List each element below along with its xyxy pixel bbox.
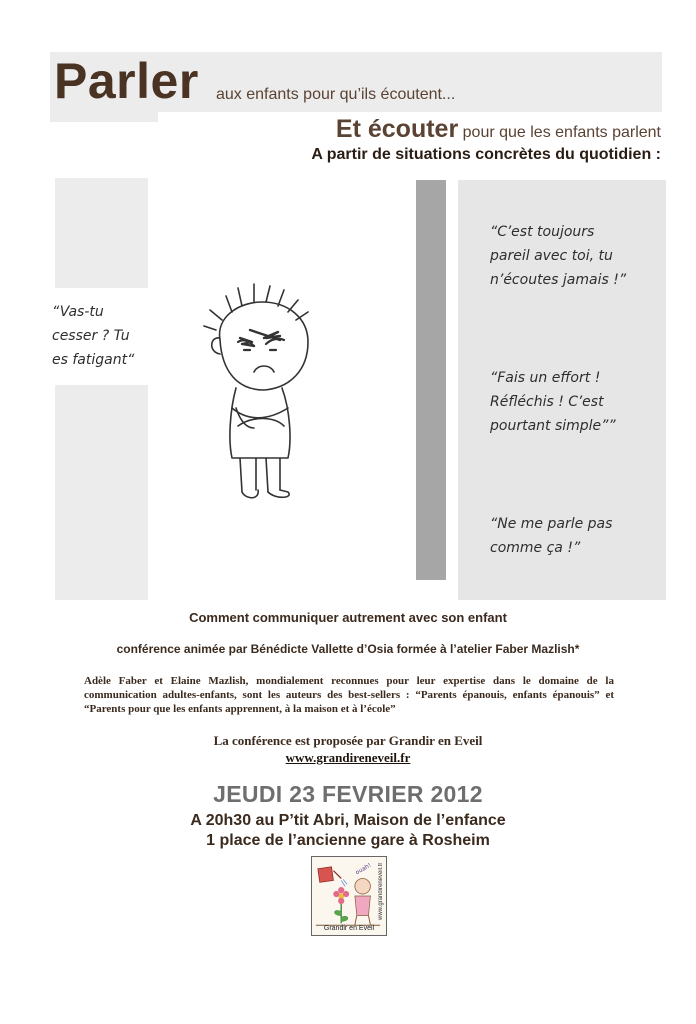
intro-line: A partir de situations concrètes du quotidien : bbox=[311, 146, 661, 163]
subtitle bbox=[336, 115, 661, 144]
vertical-divider-bar bbox=[416, 180, 446, 580]
quote-left: “Vas-tu cesser ? Tu es fatigant“ bbox=[52, 304, 135, 368]
logo-vertical-url: www.grandireneveil.fr bbox=[378, 862, 384, 920]
left-panel-top bbox=[55, 178, 148, 288]
subtitle-big: Et écouter bbox=[335, 115, 459, 143]
quote-right-2: “Fais un effort ! Réfléchis ! C’est pourtant simple”” bbox=[490, 370, 616, 434]
header-band-notch bbox=[50, 112, 158, 122]
event-location-1: A 20h30 au P’tit Abri, Maison de l’enfance bbox=[190, 812, 506, 829]
page-title: Parler bbox=[54, 53, 199, 109]
quote-right-1: “C’est toujours pareil avec toi, tu n’écoutes jamais !” bbox=[490, 224, 627, 288]
website-link[interactable]: www.grandireneveil.fr bbox=[285, 750, 411, 765]
left-panel-bottom bbox=[55, 385, 148, 600]
conference-line: conférence animée par Bénédicte Vallette d’Osia formée à l’atelier Faber Mazlish* bbox=[116, 642, 580, 656]
logo-speech: ouah! bbox=[354, 862, 373, 877]
page-title-suffix: aux enfants pour qu’ils écoutent... bbox=[216, 86, 456, 103]
event-date: JEUDI 23 FEVRIER 2012 bbox=[213, 781, 483, 807]
logo-label: Grandir en Eveil bbox=[323, 925, 375, 932]
angry-child-drawing bbox=[180, 280, 350, 505]
quote-right-3: “Ne me parle pas comme ça !” bbox=[490, 516, 613, 556]
subtitle-small: pour que les enfants parlent bbox=[462, 124, 661, 141]
authors-paragraph: Adèle Faber et Elaine Mazlish, mondialement reconnues pour leur expertise dans le domaine de la communication adultes-enfants, sont les auteurs des best-sellers : “Parents épanouis, enfants épanouis” et “Parents pour que les enfants apprennent, à la maison et à l’école” bbox=[84, 675, 614, 715]
proposed-by: La conférence est proposée par Grandir en Eveil bbox=[213, 733, 483, 748]
headline: Comment communiquer autrement avec son enfant bbox=[189, 610, 507, 625]
event-location-2: 1 place de l’ancienne gare à Rosheim bbox=[206, 832, 490, 849]
grandir-en-eveil-logo bbox=[311, 856, 387, 936]
